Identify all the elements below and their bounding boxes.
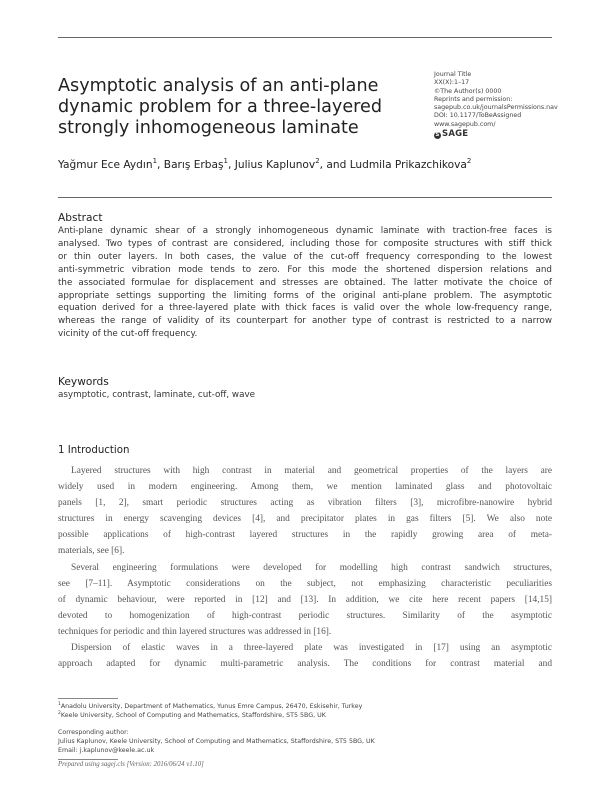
author-affiliation-mark: 1 (223, 157, 228, 165)
author-list (58, 159, 471, 171)
author-affiliation-mark: 2 (315, 157, 320, 165)
affiliation-mark: 1 (58, 702, 61, 707)
author-name: Barış Erbaş (163, 159, 224, 171)
introduction-line: structures in energy scavenging devices [4], and precipitator plates in gas filters [5]. We also note (58, 514, 552, 525)
corresponding-email: Email: j.kaplunov@keele.ac.uk (58, 746, 155, 754)
author-separator: , (157, 159, 164, 171)
author-separator: , and (319, 159, 350, 171)
introduction-line: Dispersion of elastic waves in a three-layered plate was investigated in [17] using an asymptotic (71, 643, 552, 654)
footnote-rule (58, 698, 118, 699)
title-line: Asymptotic analysis of an anti-plane (58, 76, 379, 96)
author-affiliation-mark: 1 (152, 157, 158, 165)
sage-logo (434, 130, 574, 139)
affiliation-item (58, 712, 362, 721)
paper-title (58, 76, 398, 139)
section-heading-introduction: 1 Introduction (58, 445, 130, 456)
author-separator: , (228, 159, 235, 171)
author-name: Julius Kaplunov (234, 159, 316, 171)
introduction-line: possible applications of high-contrast layered structures in the rapidly growing area of meta- (58, 530, 552, 541)
reprints-label: Reprints and permission: (434, 95, 513, 103)
affiliation-item (58, 703, 362, 712)
introduction-line: materials, see [6]. (58, 546, 125, 557)
sage-logo-text: SAGE (442, 129, 469, 140)
corresponding-address: Julius Kaplunov, Keele University, School of Computing and Mathematics, Staffordshire, ST5 5BG, UK (58, 737, 375, 745)
title-line: strongly inhomogeneous laminate (58, 118, 359, 138)
affiliations (58, 703, 362, 721)
introduction-line: widely used in modern engineering. Among them, we mention laminated glass and photovoltaic (58, 482, 552, 493)
abstract-line: vicinity of the cut-off frequency. (58, 329, 198, 340)
copyright: ©The Author(s) 0000 (434, 87, 502, 95)
introduction-body (58, 463, 552, 672)
corresponding-author (58, 729, 375, 755)
abstract-line: or thin outer layers. In both cases, the value of the cut-off frequency corresponding to the lowest (58, 251, 552, 262)
abstract-line: equation derived for a three-layered plate with thick faces is valid over the whole low-frequency range, (58, 303, 552, 314)
abstract-line: anti-symmetric vibration mode tends to zero. For this mode the shortened dispersion relations and (58, 264, 552, 275)
introduction-line: panels [1, 2], smart periodic structures acting as vibration filters [3], microfibre-nanowire hybrid (58, 498, 552, 509)
abstract-line: appropriate settings supporting the limiting forms of the original anti-plane problem. The asymptotic (58, 290, 552, 301)
prepared-note: Prepared using sagej.cls [Version: 2016/06/24 v1.10] (58, 761, 204, 768)
keywords-list: asymptotic, contrast, laminate, cut-off, wave (58, 390, 256, 400)
abstract-line: the associated formulae for displacement and stresses are obtained. The latter motivate the choice of (58, 277, 552, 288)
abstract-heading: Abstract (58, 212, 103, 224)
introduction-line: approach adapted for dynamic multi-parametric analysis. The conditions for contrast material and (58, 659, 552, 670)
sage-logo-icon: S (435, 132, 440, 139)
author-affiliation-mark: 2 (466, 157, 472, 165)
keywords-heading: Keywords (58, 376, 109, 388)
introduction-line: devoted to homogenization of high-contrast periodic structures. Similarity of the asymptotic (58, 610, 552, 621)
corresponding-heading: Corresponding author: (58, 729, 129, 736)
header-rule (58, 197, 552, 198)
affiliation-mark: 2 (58, 710, 61, 716)
affiliation-text: Keele University, School of Computing and Mathematics, Staffordshire, ST5 5BG, UK (60, 711, 326, 719)
author-name: Yağmur Ece Aydın (58, 159, 153, 171)
publisher-url: www.sagepub.com/ (434, 120, 496, 128)
title-line: dynamic problem for a three-layered (58, 97, 382, 117)
abstract-body (58, 225, 552, 341)
introduction-line: of dynamic behaviour, were reported in [12] and [13]. In addition, we cite here recent papers [14,15] (58, 594, 552, 605)
affiliation-text: Anadolu University, Department of Mathematics, Yunus Emre Campus, 26470, Eskisehir, Turkey (60, 703, 363, 710)
introduction-line: Layered structures with high contrast in material and geometrical properties of the layers are (71, 466, 552, 476)
introduction-line: Several engineering formulations were developed for modelling high contrast sandwich structures, (71, 562, 552, 573)
doi: DOI: 10.1177/ToBeAssigned (434, 112, 522, 120)
prepared-rule (58, 759, 118, 760)
abstract-line: Anti-plane dynamic shear of a strongly inhomogeneous dynamic laminate with traction-free faces is (58, 226, 552, 236)
reprints-url: sagepub.co.uk/journalsPermissions.nav (434, 104, 558, 112)
journal-title: Journal Title (434, 71, 472, 78)
journal-meta (434, 71, 574, 139)
introduction-line: see [7–11]. Asymptotic considerations on the subject, not emphasizing characteristic peculiarities (58, 578, 552, 589)
abstract-line: analysed. Two types of contrast are considered, including those for composite structures with stiff thick (58, 238, 552, 249)
author-name: Ludmila Prikazchikova (349, 159, 467, 171)
introduction-line: techniques for periodic and thin layered structures was addressed in [16]. (58, 626, 332, 637)
abstract-line: whereas the range of validity of its counterpart for another type of contrast is restricted to a narrow (58, 316, 552, 327)
top-rule (58, 37, 552, 38)
journal-volume: XX(X):1–17 (434, 79, 470, 87)
